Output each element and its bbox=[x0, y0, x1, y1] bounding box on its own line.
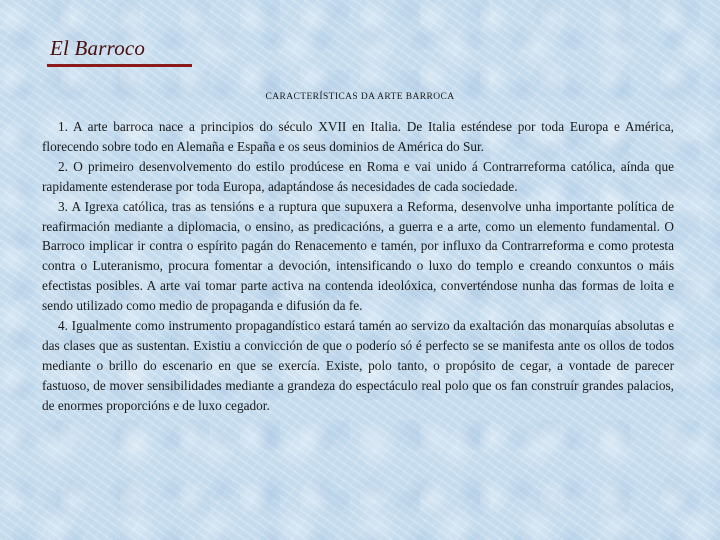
section-heading: CARACTERÍSTICAS DA ARTE BARROCA bbox=[265, 92, 455, 102]
body-text bbox=[42, 117, 674, 416]
paragraph-3: 3. A Igrexa católica, tras as tensións e a ruptura que supuxera a Reforma, desenvolve unha importante política de reafirmación mediante a diplomacia, o ensino, as predicacións, a guerra e a arte, como un elemento fundamental. O Barroco implicar ir contra o espírito pagán do Renacemento e tamén, por influxo da Contrarreforma e como protesta contra o Luteranismo, procura fomentar a devoción, intensificando o luxo do templo e creando conxuntos o máis efectistas posibles. A arte vai tomar parte activa na contenda ideolóxica, converténdose nunha das formas de loita e sendo utilizado como medio de propaganda e difusión da fe. bbox=[42, 198, 674, 314]
paragraph-1: 1. A arte barroca nace a principios do século XVII en Italia. De Italia esténdese por toda Europa e América, florecendo sobre todo en Alemaña e España e os seus dominios de América do Sur. bbox=[42, 119, 674, 154]
title-underline bbox=[47, 64, 192, 67]
paragraph-2: 2. O primeiro desenvolvemento do estilo prodúcese en Roma e vai unido á Contrarreforma católica, aínda que rapidamente estenderase por toda Europa, adaptándose ás necesidades de cada sociedade. bbox=[42, 158, 674, 194]
paragraph-4: 4. Igualmente como instrumento propagandístico estará tamén ao servizo da exaltación das monarquías absolutas e das clases que as sustentan. Existiu a convicción de que o poderío só é perfecto se se manifesta ante os ollos de todos mediante o brillo do escenario en que se exercía. Existe, polo tanto, o propósito de cegar, a vontade de parecer fastuoso, de mover sensibilidades mediante a grandeza do espectáculo real polo que os fan construír grandes palacios, de enormes proporcións e de luxo cegador. bbox=[42, 318, 674, 413]
slide-title: El Barroco bbox=[50, 36, 146, 60]
